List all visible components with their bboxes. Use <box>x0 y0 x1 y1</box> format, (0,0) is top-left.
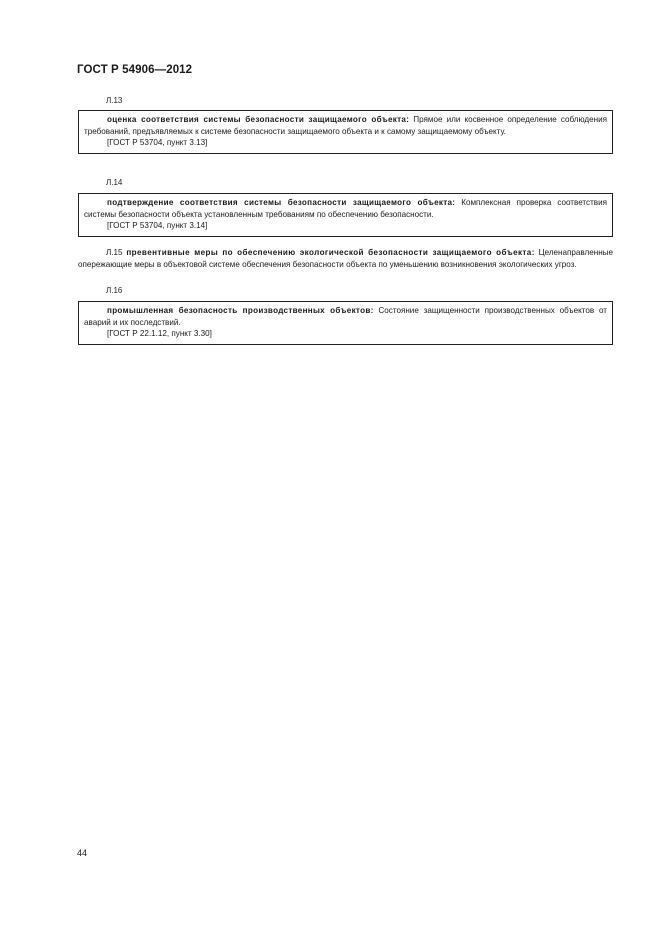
term-l15: превентивные меры по обеспечению экологической безопасности защищаемого объекта: <box>126 248 535 257</box>
definition-paragraph-l13 <box>84 114 607 137</box>
term-l16: промышленная безопасность производственных объектов: <box>107 306 374 315</box>
reference-l14: [ГОСТ Р 53704, пункт 3.14] <box>107 221 208 230</box>
entry-number-l15: Л.15 <box>106 248 123 257</box>
definition-box-l16 <box>78 301 613 345</box>
definition-paragraph-l15 <box>78 247 613 270</box>
page-number: 44 <box>77 848 88 858</box>
term-l14: подтверждение соответствия системы безопасности защищаемого объекта: <box>107 198 456 207</box>
definition-text-l16: Состояние защищенности производственных объектов от аварий и их последствий. <box>84 306 607 327</box>
definition-box-l14 <box>78 193 613 237</box>
entry-number-l13: Л.13 <box>106 96 123 105</box>
definition-text-l13: Прямое или косвенное определение соблюдения требований, предъявляемых к системе безопасности защищаемого объекта и к самому защищаемому объекту. <box>84 115 607 136</box>
entry-number-l14: Л.14 <box>106 178 123 187</box>
entry-number-l16: Л.16 <box>106 286 123 295</box>
document-code-header: ГОСТ Р 54906—2012 <box>77 64 193 76</box>
reference-l13: [ГОСТ Р 53704, пункт 3.13] <box>107 138 208 147</box>
definition-text-l14: Комплексная проверка соответствия системы безопасности объекта установленным требованиям по обеспечению безопасности. <box>84 198 608 219</box>
definition-box-l13 <box>78 110 613 154</box>
definition-text-l15: Целенаправленные опережающие меры в объектовой системе обеспечения безопасности объекта по уменьшению возникновения экологических угроз. <box>78 248 613 269</box>
definition-paragraph-l14 <box>84 197 607 220</box>
reference-l16: [ГОСТ Р 22.1.12, пункт 3.30] <box>107 329 212 338</box>
definition-paragraph-l16 <box>84 305 607 328</box>
term-l13: оценка соответствия системы безопасности защищаемого объекта: <box>107 115 410 124</box>
